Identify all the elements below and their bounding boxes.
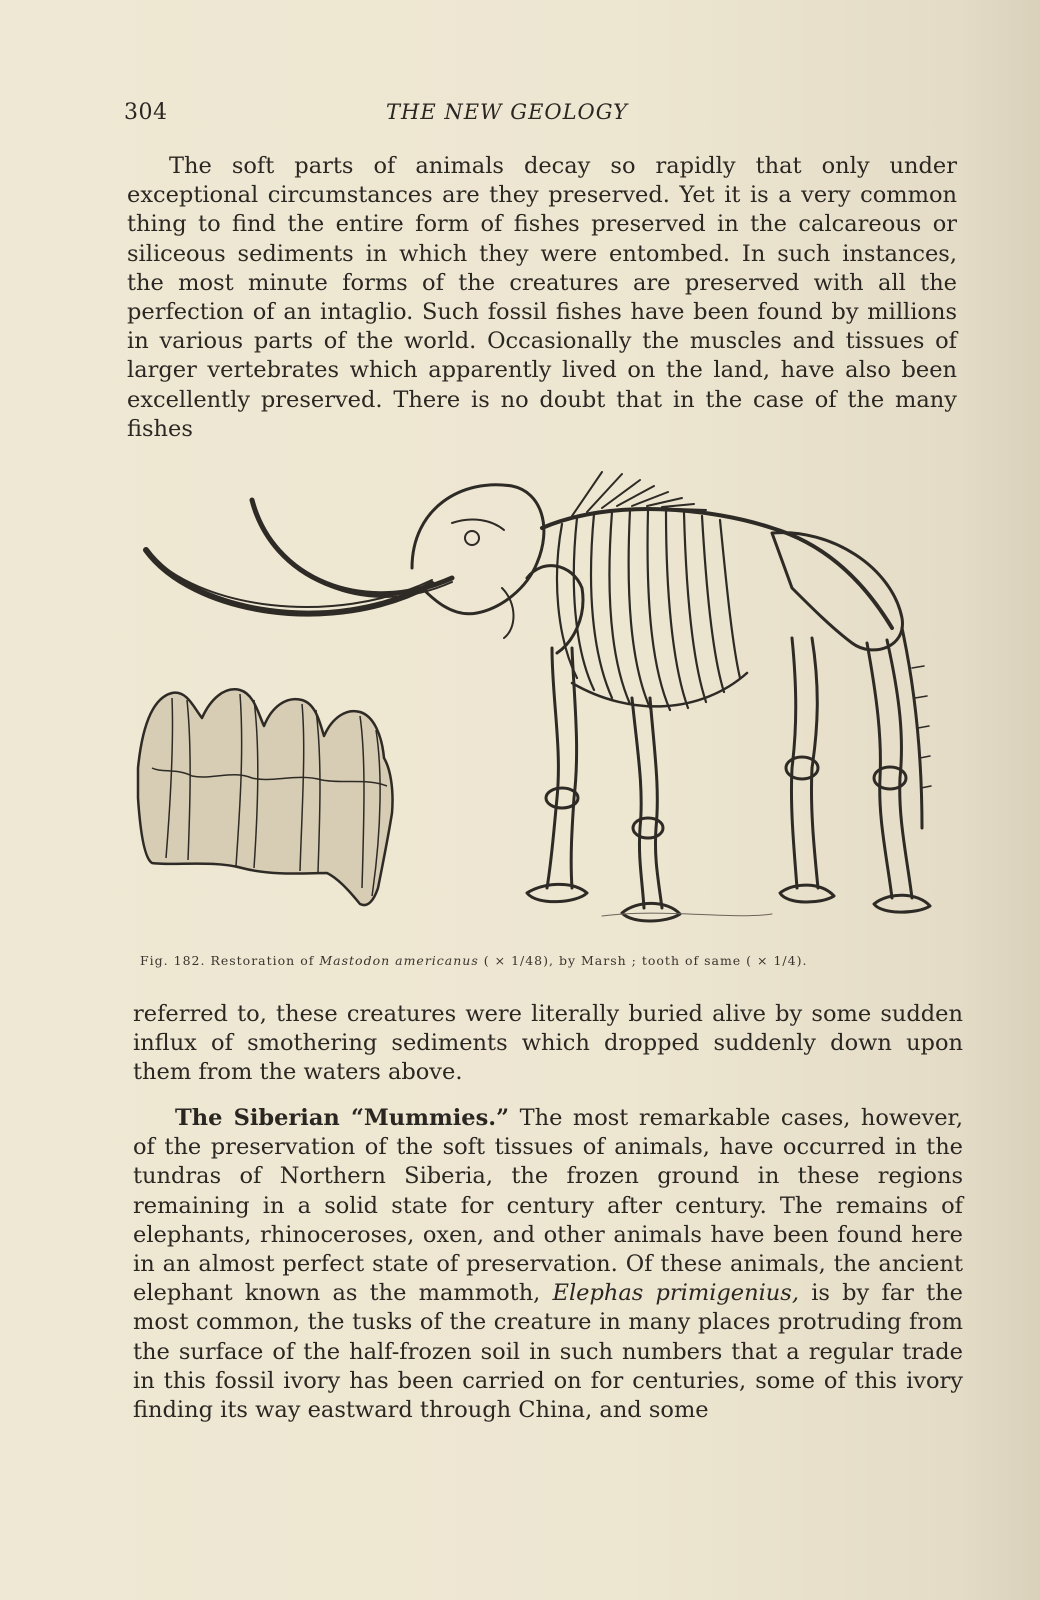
paragraph-siberian-mummies — [133, 1104, 963, 1425]
mastodon-tooth — [138, 689, 393, 905]
page-number: 304 — [124, 100, 168, 125]
paragraph-text-b: is by far the most common, the tusks of the creature in many places protruding from the surface of the half-frozen soil in such numbers that a regular trade in this fossil ivory has been carried on for centuries, some of this ivory finding its way eastward through China, and some — [133, 1280, 963, 1424]
figure-mastodon-illustration — [132, 468, 958, 948]
skull — [412, 485, 544, 614]
paragraph-text-a: The most remarkable cases, however, of the preservation of the soft tissues of animals, have occurred in the tundras of Northern Siberia, the frozen ground in these regions remaining in a solid state for century after century. The remains of elephants, rhinoceroses, oxen, and other animals have been found here in an almost perfect state of preservation. Of these animals, the ancient elephant known as the mammoth, — [133, 1105, 963, 1307]
rib-cage — [557, 510, 740, 710]
hind-legs — [780, 638, 930, 912]
page-header — [124, 100, 948, 132]
spine — [542, 509, 892, 628]
mastodon-skeleton-illustration — [132, 468, 958, 948]
running-head: THE NEW GEOLOGY — [386, 100, 629, 124]
front-legs — [527, 648, 680, 921]
caption-species: Mastodon americanus — [319, 953, 479, 968]
figure-caption — [140, 953, 960, 968]
species-name-elephas: Elephas primigenius, — [552, 1280, 799, 1307]
paragraph-buried-alive: referred to, these creatures were literally buried alive by some sudden influx of smothering sediments which dropped suddenly down upon them from the waters above. — [133, 1001, 963, 1086]
section-heading-siberian-mummies: The Siberian “Mummies.” — [175, 1105, 510, 1131]
tusk-upper — [252, 500, 452, 594]
paragraph-fossil-preservation: The soft parts of animals decay so rapidly that only under exceptional circumstances are they preserved. Yet it is a very common thing to find the entire form of fishes preserved in the calcareous or siliceous sediments in which they were entombed. In such instances, the most minute forms of the creatures are preserved with all the perfection of an intaglio. Such fossil fishes have been found by millions in various parts of the world. Occasionally the muscles and tissues of larger vertebrates which apparently lived on the land, have also been excellently preserved. There is no doubt that in the case of the many fishes — [127, 153, 957, 442]
figure-label: Fig. 182. — [140, 953, 206, 968]
caption-post: ( × 1/48), by Marsh ; tooth of same ( × 1/4). — [483, 953, 808, 968]
caption-pre: Restoration of — [210, 953, 315, 968]
pelvis — [772, 533, 902, 650]
